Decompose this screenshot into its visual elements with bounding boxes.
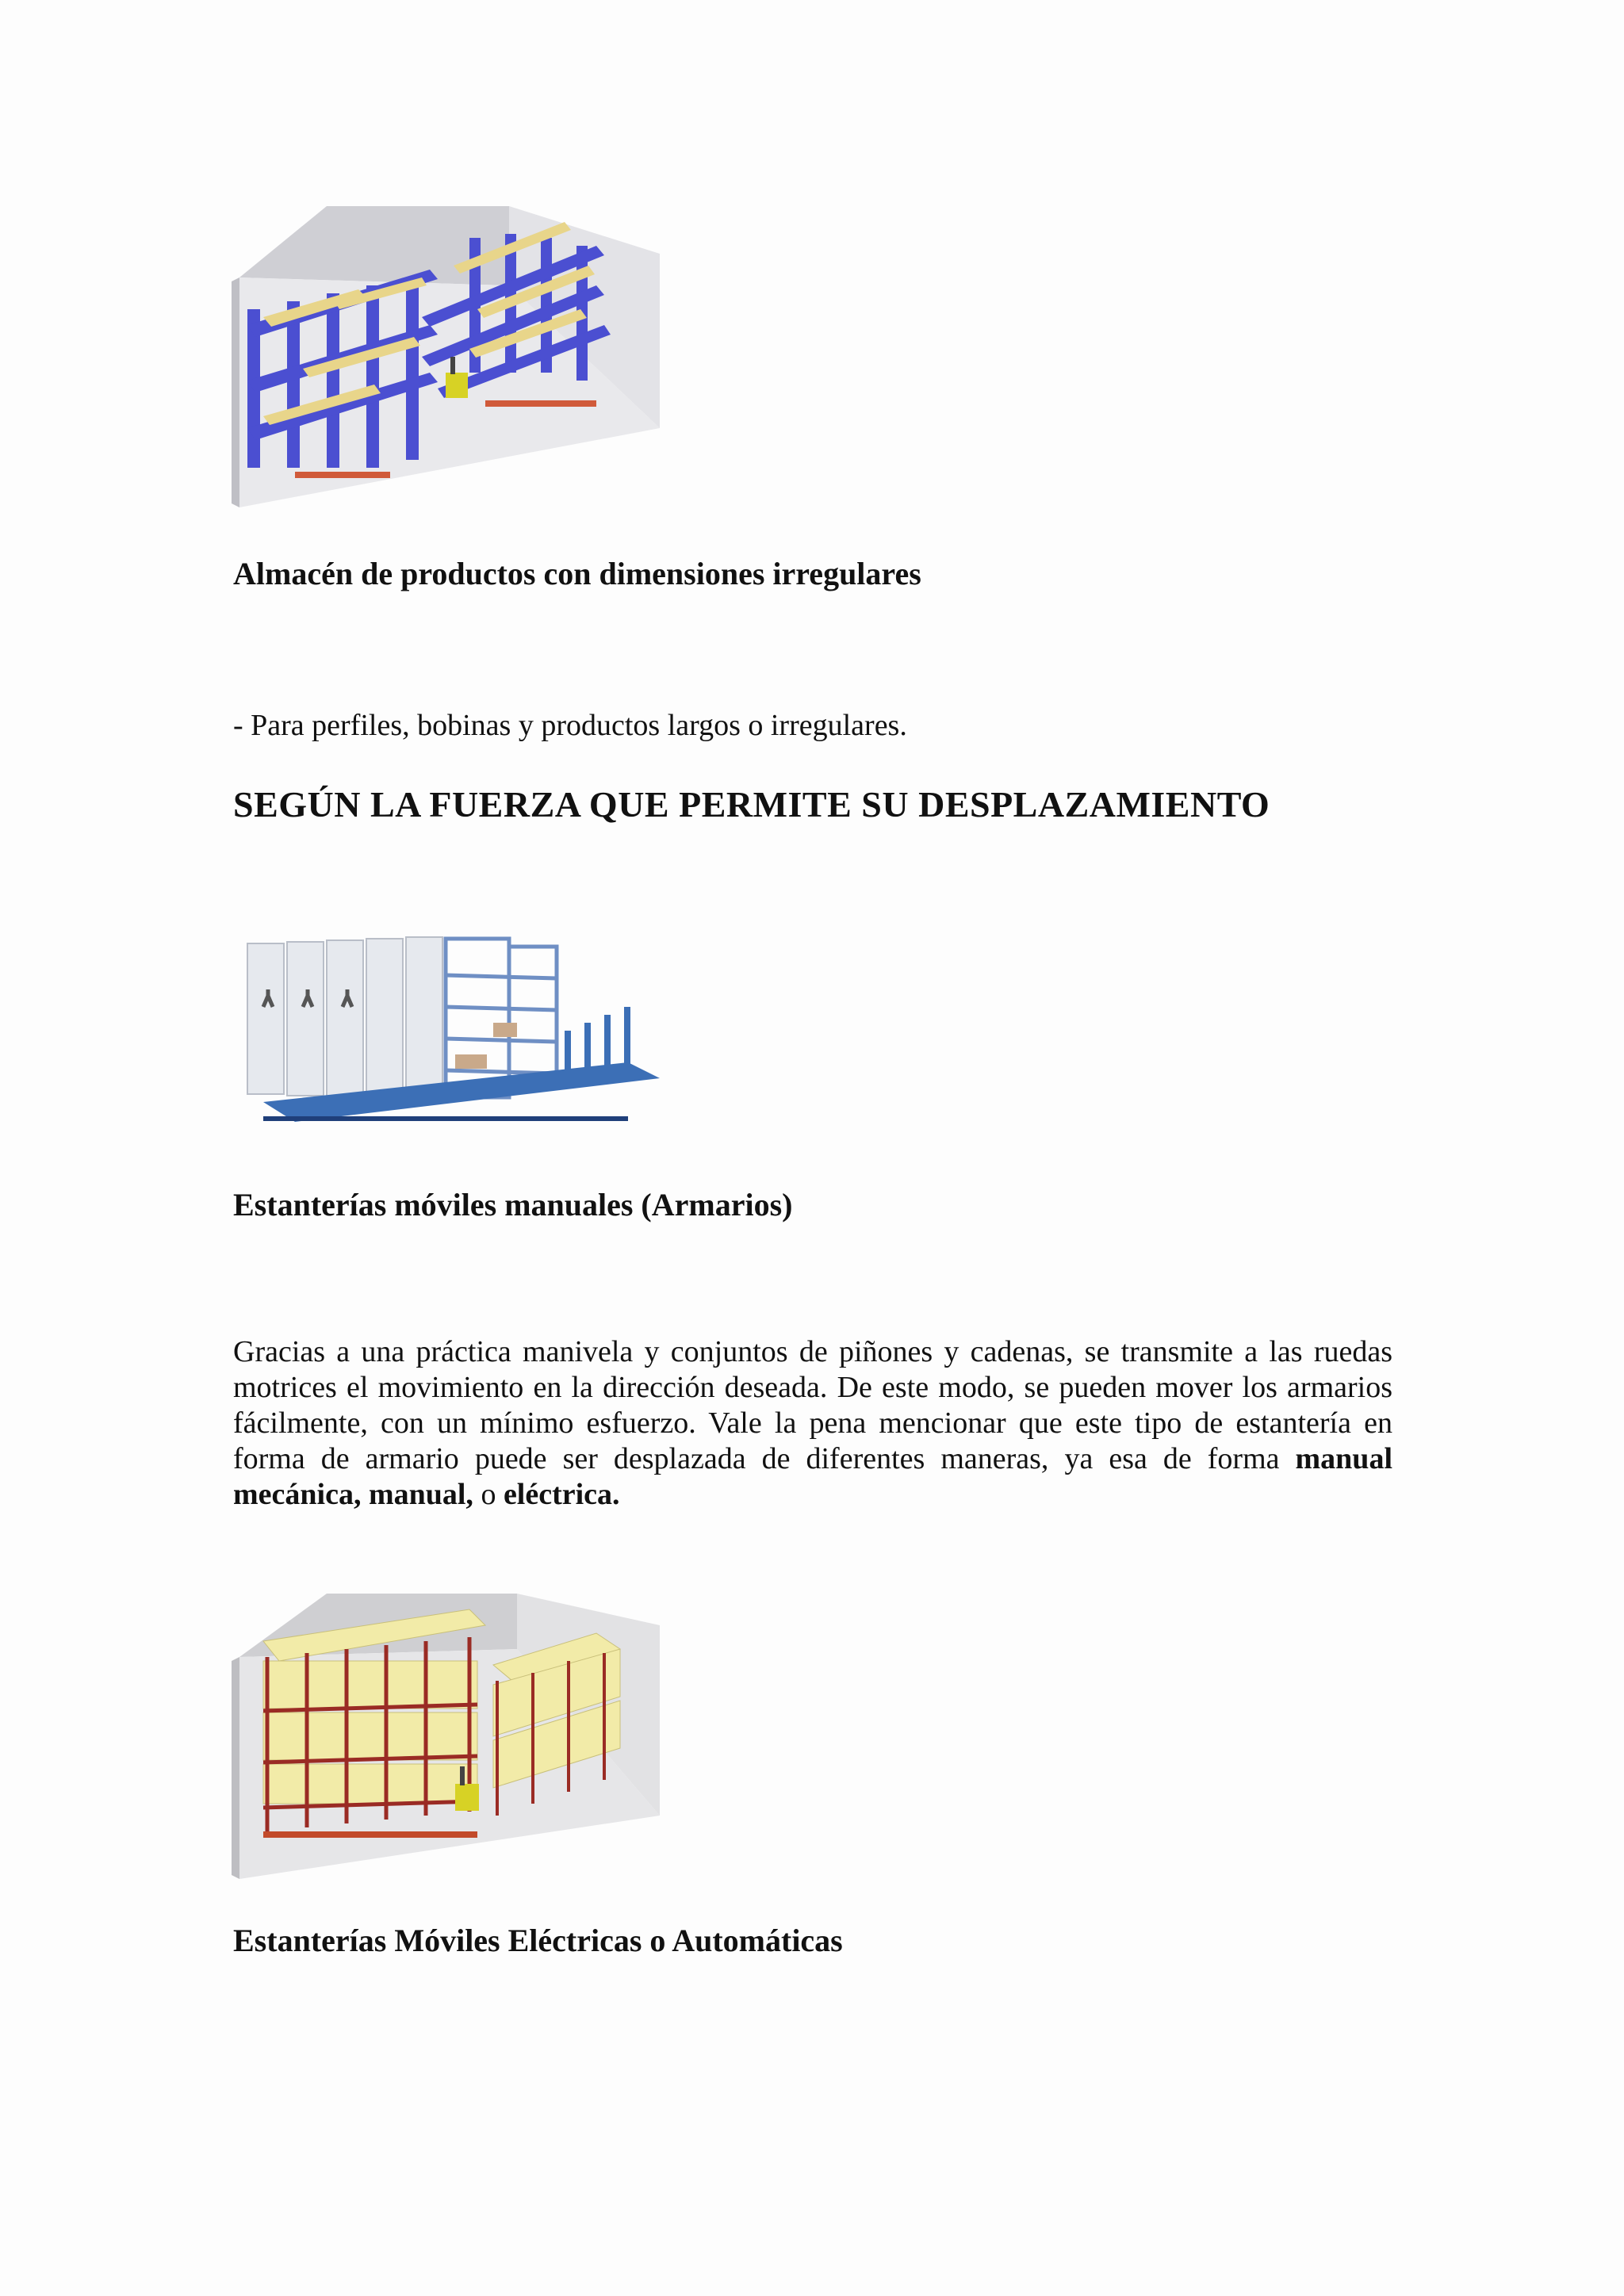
caption-electric-mobile-shelving: Estanterías Móviles Eléctricas o Automáticas (233, 1923, 843, 1958)
manual-mobile-shelving-image (232, 928, 665, 1142)
warehouse-cantilever-racks-illustration (232, 190, 665, 523)
paragraph-connector: o (473, 1478, 504, 1511)
paragraph-bold-manual: manual mecánica, manual, (233, 1442, 1392, 1511)
mobile-cabinet-shelving-illustration (232, 928, 665, 1142)
paragraph-text: Gracias a una práctica manivela y conjuntos de piñones y cadenas, se transmite a las ruedas motrices el movimiento en la dirección deseada. De este modo, se pueden mover los armarios fácilmente, con un mínimo esfuerzo. Vale la pena mencionar que este tipo de estantería en forma de armario puede ser desplazada de diferentes maneras, ya esa de forma (233, 1335, 1392, 1475)
electric-mobile-shelving-image (232, 1578, 665, 1887)
warehouse-irregular-products-image (232, 190, 665, 523)
paragraph-manual-mechanism (233, 1334, 1392, 1513)
electric-mobile-pallet-racks-illustration (232, 1578, 665, 1887)
caption-manual-mobile-shelving: Estanterías móviles manuales (Armarios) (233, 1187, 793, 1223)
bullet-irregular-products: - Para perfiles, bobinas y productos largos o irregulares. (233, 709, 907, 742)
section-heading-force: SEGÚN LA FUERZA QUE PERMITE SU DESPLAZAMIENTO (233, 784, 1270, 825)
caption-irregular-products: Almacén de productos con dimensiones irregulares (233, 556, 921, 591)
paragraph-bold-electric: eléctrica. (503, 1478, 620, 1511)
